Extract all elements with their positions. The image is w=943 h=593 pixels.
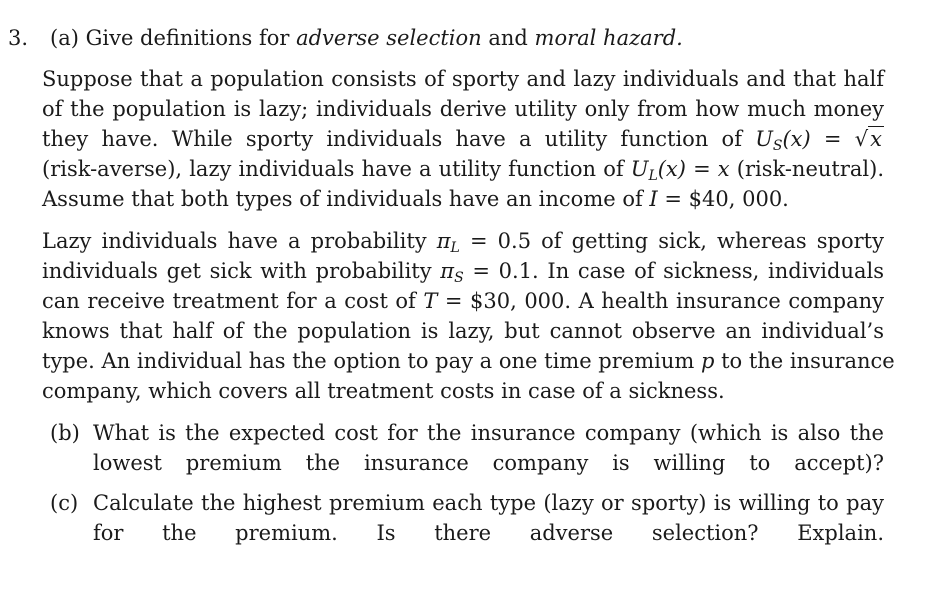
para2-line5-b: to the insurance: [714, 349, 895, 373]
para2-line1-a: Lazy individuals have a probability: [42, 229, 437, 253]
utility-sporty-equals: =: [810, 127, 855, 151]
para2-line2: [42, 258, 884, 284]
sqrt-symbol: √x: [854, 127, 882, 151]
utility-sporty: [755, 127, 884, 154]
para2-line3-b: = $30, 000. A health insurance company: [437, 289, 884, 313]
para2-line2-a: individuals get sick with probability: [42, 259, 441, 283]
part-c-line2: for the premium. Is there adverse selection? Explain.: [93, 521, 884, 545]
para1-line3: [42, 126, 884, 152]
para2-line6: company, which covers all treatment costs in case of a sickness.: [42, 379, 725, 403]
para1-line4-a: (risk-averse), lazy individuals have a utility function of: [42, 157, 631, 181]
utility-lazy-symbol: U: [630, 157, 649, 181]
prob-lazy-subscript: L: [450, 240, 460, 256]
treatment-cost-symbol: T: [423, 289, 438, 313]
part-a-line: [50, 25, 683, 51]
part-b-label: (b): [50, 421, 80, 445]
utility-lazy-arg: (x) = x: [657, 157, 730, 181]
part-a-label: (a): [50, 26, 79, 50]
para2-line3-a: can receive treatment for a cost of: [42, 289, 424, 313]
utility-sporty-subscript: S: [772, 138, 783, 154]
utility-lazy-subscript: L: [648, 168, 658, 184]
para2-line2-b: = 0.1. In case of sickness, individuals: [463, 259, 884, 283]
part-a-middle: and: [481, 26, 535, 50]
income-symbol: I: [649, 187, 658, 211]
utility-sporty-arg: (x): [782, 127, 811, 151]
part-b-line1: What is the expected cost for the insurance company (which is also the: [93, 421, 884, 445]
para2-line3: [42, 288, 884, 314]
para1-line4: [42, 156, 884, 182]
para2-line5-a: type. An individual has the option to pay a one time premium: [42, 349, 701, 373]
para1-line4-b: (risk-neutral).: [729, 157, 884, 181]
para1-line5-a: Assume that both types of individuals have an income of: [42, 187, 650, 211]
term-moral-hazard: moral hazard.: [534, 26, 683, 50]
prob-sporty-subscript: S: [454, 270, 464, 286]
question-number: 3.: [8, 26, 29, 50]
para1-line2: of the population is lazy; individuals derive utility only from how much money: [42, 97, 884, 121]
para1-line1: Suppose that a population consists of sporty and lazy individuals and that half: [42, 67, 884, 91]
para2-line1-b: = 0.5 of getting sick, whereas sporty: [459, 229, 884, 253]
para2-line5: [42, 348, 895, 374]
para2-line4: knows that half of the population is lazy, but cannot observe an individual’s: [42, 319, 884, 343]
part-c-line1: Calculate the highest premium each type (lazy or sporty) is willing to pay: [93, 491, 884, 515]
part-b-line2: lowest premium the insurance company is willing to accept)?: [93, 451, 884, 475]
prob-lazy-symbol: π: [436, 229, 451, 253]
prob-sporty-symbol: π: [440, 259, 455, 283]
sqrt-argument: x: [870, 127, 882, 151]
premium-symbol: p: [700, 349, 715, 373]
para1-line5: [42, 186, 884, 212]
part-c-label: (c): [50, 491, 79, 515]
term-adverse-selection: adverse selection: [296, 26, 482, 50]
para1-line3-text: they have. While sporty individuals have a utility function of: [42, 127, 742, 151]
para1-line5-b: = $40, 000.: [657, 187, 789, 211]
part-a-prefix: Give definitions for: [85, 26, 297, 50]
utility-sporty-symbol: U: [755, 127, 773, 151]
para2-line1: [42, 228, 884, 254]
